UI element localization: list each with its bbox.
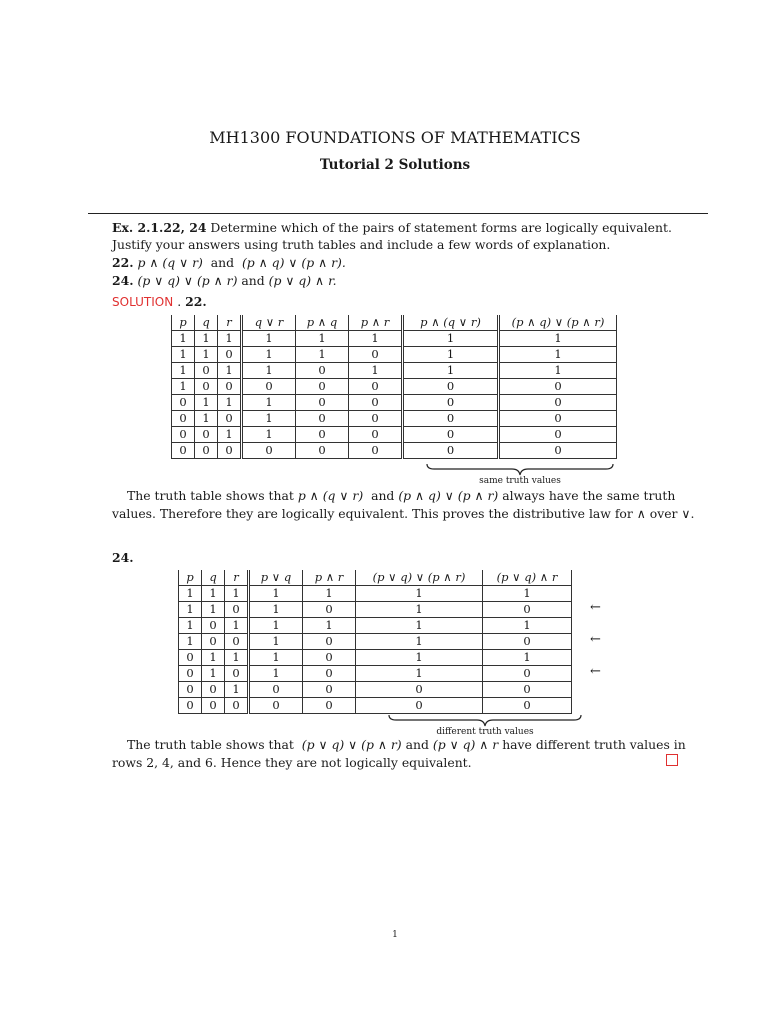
column-header: p ∧ (q ∨ r) [403,315,499,331]
table-row [172,427,617,443]
table-cell: 0 [218,443,242,459]
table-row [179,634,572,650]
table-cell: 1 [499,331,617,347]
table-cell: 0 [483,634,572,650]
table-cell: 0 [242,379,296,395]
question-22 [112,254,682,272]
paragraph-24-text-1: The truth table shows that [127,737,294,752]
table-cell: 1 [218,331,242,347]
table-cell: 1 [218,427,242,443]
table-cell: 1 [195,411,218,427]
truth-table-24 [178,570,572,714]
question-22-label: 22. [112,255,134,270]
table-cell: 1 [172,379,195,395]
table-cell: 1 [218,395,242,411]
exercise-label: Ex. 2.1.22, 24 [112,220,207,235]
table-cell: 0 [356,682,483,698]
table-cell: 1 [195,395,218,411]
table-cell: 1 [249,602,303,618]
table-cell: 0 [483,666,572,682]
table-cell: 0 [499,379,617,395]
table-cell: 1 [356,586,483,602]
paragraph-24-text-2: have different truth values in rows 2, 4, and 6. Hence they are not logically equivalent. [112,737,686,770]
table-cell: 0 [499,411,617,427]
table-cell: 1 [483,650,572,666]
table-cell: 1 [249,666,303,682]
table-cell: 1 [403,363,499,379]
table-cell: 1 [202,666,225,682]
table-cell: 0 [195,363,218,379]
column-header: p ∧ q [296,315,349,331]
table-cell: 0 [303,682,356,698]
brace-note-24: different truth values [436,727,534,737]
column-header: (p ∧ q) ∨ (p ∧ r) [499,315,617,331]
paragraph-24-and: and [405,737,429,752]
column-header: p [172,315,195,331]
table-row [179,682,572,698]
table-row [172,331,617,347]
table-cell: 1 [499,363,617,379]
table-cell: 0 [225,602,249,618]
table-cell: 0 [303,698,356,714]
column-header: r [218,315,242,331]
table-cell: 0 [483,682,572,698]
table-cell: 0 [249,682,303,698]
table-row [179,602,572,618]
table-cell: 0 [483,602,572,618]
table-cell: 1 [172,347,195,363]
paragraph-22 [112,487,702,523]
question-24-expr-1: (p ∨ q) ∨ (p ∧ r) [137,273,238,288]
table-cell: 0 [303,650,356,666]
table-cell: 1 [356,666,483,682]
table-row [172,363,617,379]
table-cell: 1 [225,618,249,634]
table-row [172,443,617,459]
table-cell: 0 [172,411,195,427]
table-cell: 1 [296,347,349,363]
solution-label: SOLUTION [112,295,174,309]
table-cell: 0 [179,682,202,698]
paragraph-22-expr-1: p ∧ (q ∨ r) [297,488,364,503]
table-cell: 1 [172,363,195,379]
solution-separator: . [177,294,182,309]
table-cell: 0 [296,395,349,411]
table-cell: 0 [296,427,349,443]
question-24-and: and [241,273,265,288]
table-cell: 1 [202,650,225,666]
table-cell: 0 [225,698,249,714]
table-cell: 0 [349,427,403,443]
table-cell: 0 [195,427,218,443]
question-24-expr-2: (p ∨ q) ∧ r. [268,273,337,288]
table-cell: 1 [179,634,202,650]
table-cell: 1 [356,634,483,650]
table-cell: 0 [403,427,499,443]
table-row [179,618,572,634]
document-title: MH1300 FOUNDATIONS OF MATHEMATICS [209,128,581,147]
paragraph-24-expr-2: (p ∨ q) ∧ r [432,737,499,752]
table-cell: 1 [242,411,296,427]
table-cell: 0 [218,379,242,395]
table-cell: 0 [296,443,349,459]
horizontal-rule [88,213,708,214]
table-cell: 1 [356,618,483,634]
table-cell: 1 [303,586,356,602]
column-header: q [195,315,218,331]
table-cell: 1 [202,602,225,618]
table-cell: 0 [195,379,218,395]
brace-note-22: same truth values [479,476,561,486]
table-cell: 1 [483,586,572,602]
table-cell: 1 [242,427,296,443]
table-cell: 1 [249,650,303,666]
part-24-label: 24. [112,550,134,565]
table-row [172,411,617,427]
exercise-text-2: Justify your answers using truth tables and include a few words of explanation. [112,237,611,252]
column-header: p ∨ q [249,570,303,586]
table-row [172,395,617,411]
table-cell: 0 [349,395,403,411]
truth-table-22 [171,315,617,459]
table-cell: 0 [218,347,242,363]
table-row [179,650,572,666]
table-cell: 1 [349,331,403,347]
column-header: p ∧ r [303,570,356,586]
table-cell: 0 [303,634,356,650]
table-row [179,698,572,714]
question-22-expr-1: p ∧ (q ∨ r) [137,255,203,270]
table-cell: 1 [218,363,242,379]
table-cell: 1 [249,586,303,602]
table-cell: 1 [179,602,202,618]
table-cell: 1 [483,618,572,634]
table-row [179,666,572,682]
column-header: p ∧ r [349,315,403,331]
table-cell: 0 [403,379,499,395]
table-cell: 1 [195,331,218,347]
table-cell: 0 [242,443,296,459]
arrow-row-6: ← [590,664,601,679]
solution-part-22: 22. [185,294,207,309]
paragraph-22-text-2: always have the same truth values. Therefore they are logically equivalent. This proves the distributive law for ∧ over ∨. [112,488,695,521]
exercise-text-1: Determine which of the pairs of statement forms are logically equivalent. [210,220,672,235]
table-cell: 0 [296,379,349,395]
table-row [179,586,572,602]
table-cell: 0 [179,698,202,714]
table-cell: 1 [195,347,218,363]
table-cell: 0 [225,666,249,682]
table-cell: 0 [296,411,349,427]
table-cell: 1 [225,650,249,666]
table-cell: 1 [242,363,296,379]
table-cell: 0 [202,618,225,634]
table-cell: 0 [403,395,499,411]
table-cell: 1 [356,602,483,618]
table-cell: 1 [242,347,296,363]
table-cell: 1 [403,331,499,347]
table-cell: 0 [499,395,617,411]
paragraph-22-and: and [371,488,395,503]
column-header: (p ∨ q) ∨ (p ∧ r) [356,570,483,586]
question-24 [112,272,682,290]
table-cell: 0 [195,443,218,459]
table-cell: 1 [249,634,303,650]
table-cell: 1 [303,618,356,634]
table-row [172,347,617,363]
question-22-expr-2: (p ∧ q) ∨ (p ∧ r). [241,255,346,270]
question-22-and: and [210,255,235,270]
table-cell: 0 [202,698,225,714]
table-cell: 1 [349,363,403,379]
paragraph-24 [112,736,702,772]
table-cell: 1 [249,618,303,634]
table-cell: 0 [349,411,403,427]
column-header: (p ∨ q) ∧ r [483,570,572,586]
table-cell: 0 [303,666,356,682]
table-cell: 1 [242,395,296,411]
table-cell: 1 [499,347,617,363]
exercise-statement [112,219,682,237]
question-24-label: 24. [112,273,134,288]
table-cell: 0 [202,634,225,650]
table-cell: 0 [403,443,499,459]
table-cell: 0 [349,443,403,459]
page-number: 1 [392,930,398,940]
table-cell: 0 [179,666,202,682]
column-header: q ∨ r [242,315,296,331]
table-cell: 1 [179,618,202,634]
table-cell: 1 [403,347,499,363]
column-header: q [202,570,225,586]
arrow-row-4: ← [590,632,601,647]
table-cell: 1 [225,586,249,602]
table-cell: 0 [172,443,195,459]
table-cell: 0 [483,698,572,714]
column-header: p [179,570,202,586]
table-cell: 0 [296,363,349,379]
brace-24 [388,714,582,728]
table-row [172,379,617,395]
table-cell: 0 [349,379,403,395]
table-cell: 0 [218,411,242,427]
table-cell: 0 [225,634,249,650]
table-cell: 1 [225,682,249,698]
table-cell: 0 [403,411,499,427]
paragraph-22-expr-2: (p ∧ q) ∨ (p ∧ r) [398,488,499,503]
solution-heading [112,293,682,311]
column-header: r [225,570,249,586]
table-cell: 0 [349,347,403,363]
brace-22 [426,463,614,477]
table-cell: 1 [242,331,296,347]
table-cell: 1 [202,586,225,602]
table-cell: 0 [499,443,617,459]
table-cell: 0 [172,395,195,411]
paragraph-24-expr-1: (p ∨ q) ∨ (p ∧ r) [301,737,402,752]
table-cell: 1 [172,331,195,347]
paragraph-22-text-1: The truth table shows that [127,488,294,503]
qed-box-icon [666,754,678,766]
table-cell: 0 [303,602,356,618]
table-cell: 1 [356,650,483,666]
table-cell: 1 [296,331,349,347]
table-cell: 0 [356,698,483,714]
table-cell: 1 [179,586,202,602]
table-cell: 0 [499,427,617,443]
table-cell: 0 [249,698,303,714]
table-cell: 0 [172,427,195,443]
table-cell: 0 [202,682,225,698]
arrow-row-2: ← [590,600,601,615]
table-cell: 0 [179,650,202,666]
document-subtitle: Tutorial 2 Solutions [319,157,471,173]
